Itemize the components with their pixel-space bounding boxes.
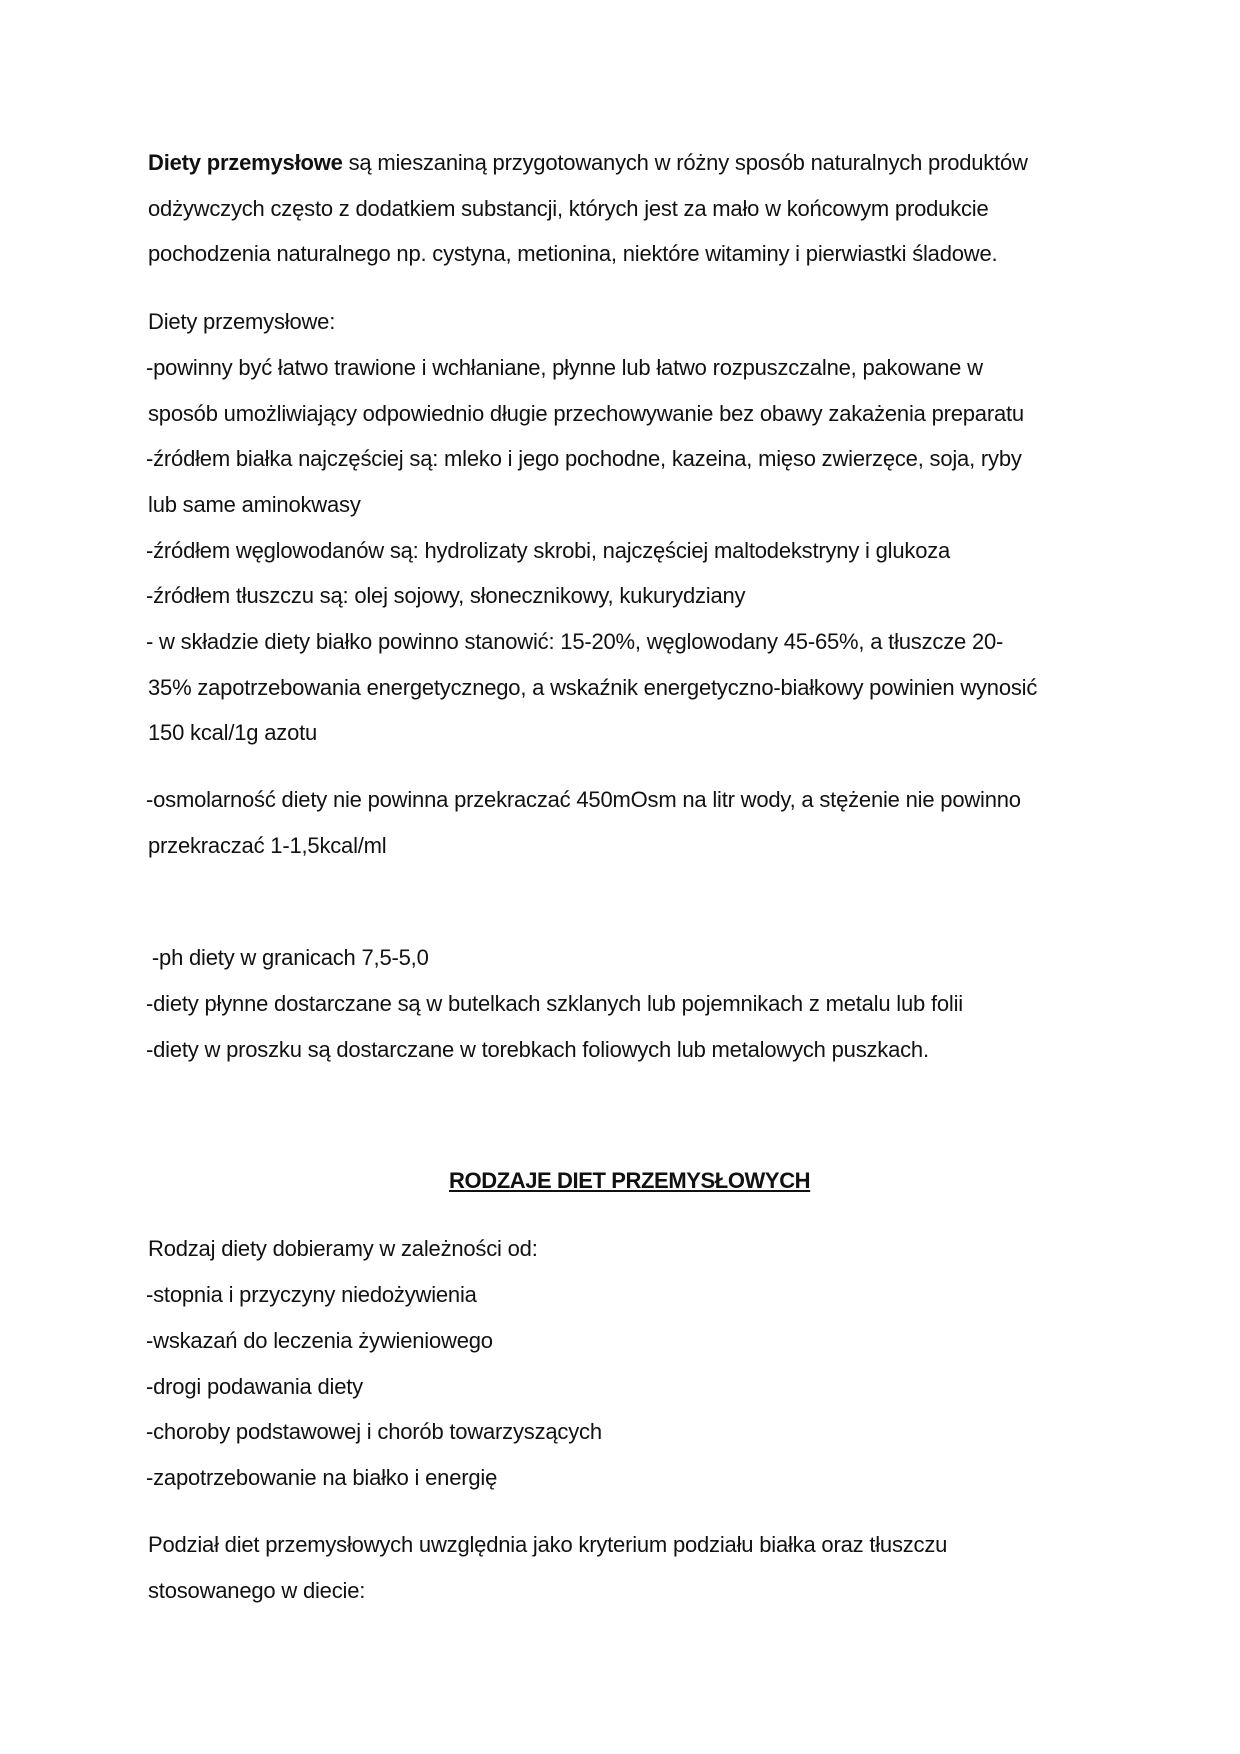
packaging-line: -ph diety w granicach 7,5-5,0	[146, 945, 429, 970]
property-line: 35% zapotrzebowania energetycznego, a wskaźnik energetyczno-białkowy powinien wynosić	[148, 675, 1038, 700]
division-line: stosowanego w diecie:	[148, 1578, 366, 1603]
criteria-intro: Rodzaj diety dobieramy w zależności od:	[148, 1236, 538, 1261]
property-line: -źródłem węglowodanów są: hydrolizaty skrobi, najczęściej maltodekstryny i glukoza	[146, 538, 951, 563]
criteria-item: -choroby podstawowej i chorób towarzyszących	[146, 1419, 602, 1444]
osmolarity-line: przekraczać 1-1,5kcal/ml	[148, 833, 387, 858]
intro-line-2: odżywczych często z dodatkiem substancji, których jest za mało w końcowym produkcie	[148, 196, 989, 221]
criteria-item: -wskazań do leczenia żywieniowego	[146, 1328, 493, 1353]
osmolarity-line: -osmolarność diety nie powinna przekraczać 450mOsm na litr wody, a stężenie nie powinno	[146, 787, 1021, 812]
intro-line-1	[148, 149, 1028, 177]
criteria-item: -zapotrzebowanie na białko i energię	[146, 1465, 498, 1490]
intro-term: Diety przemysłowe	[148, 150, 343, 175]
property-line: sposób umożliwiający odpowiednio długie przechowywanie bez obawy zakażenia preparatu	[148, 401, 1024, 426]
intro-line-1-rest: są mieszaniną przygotowanych w różny sposób naturalnych produktów	[342, 150, 1028, 175]
property-line: -źródłem tłuszczu są: olej sojowy, słonecznikowy, kukurydziany	[146, 583, 746, 608]
intro-line-3: pochodzenia naturalnego np. cystyna, metionina, niektóre witaminy i pierwiastki śladowe.	[148, 241, 998, 266]
properties-label: Diety przemysłowe:	[148, 309, 336, 334]
criteria-item: -drogi podawania diety	[146, 1374, 363, 1399]
criteria-item: -stopnia i przyczyny niedożywienia	[146, 1282, 477, 1307]
property-line: - w składzie diety białko powinno stanowić: 15-20%, węglowodany 45-65%, a tłuszcze 20-	[146, 629, 1004, 654]
packaging-line: -diety w proszku są dostarczane w torebkach foliowych lub metalowych puszkach.	[146, 1037, 929, 1062]
property-line: -powinny być łatwo trawione i wchłaniane, płynne lub łatwo rozpuszczalne, pakowane w	[146, 355, 983, 380]
division-line: Podział diet przemysłowych uwzględnia jako kryterium podziału białka oraz tłuszczu	[148, 1532, 948, 1557]
section-heading: RODZAJE DIET PRZEMYSŁOWYCH	[449, 1168, 811, 1193]
property-line: lub same aminokwasy	[148, 492, 361, 517]
property-line: -źródłem białka najczęściej są: mleko i jego pochodne, kazeina, mięso zwierzęce, soja, ryby	[146, 446, 1022, 471]
packaging-line: -diety płynne dostarczane są w butelkach szklanych lub pojemnikach z metalu lub folii	[146, 991, 963, 1016]
property-line: 150 kcal/1g azotu	[148, 720, 318, 745]
